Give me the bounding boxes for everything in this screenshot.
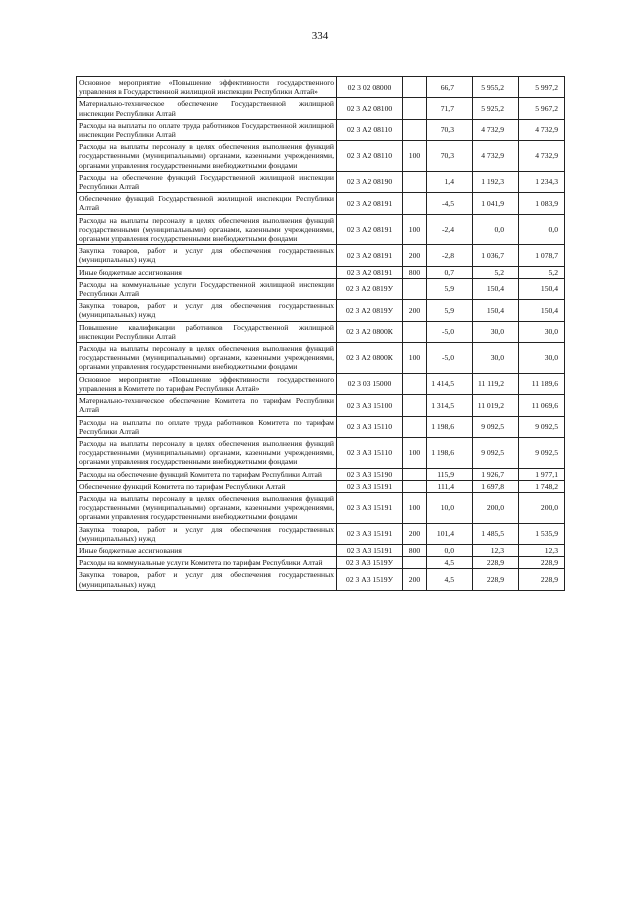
row-expense-type: 800 [403, 544, 427, 556]
row-expense-type [403, 171, 427, 192]
row-change-amount: 1 198,6 [427, 416, 473, 437]
table-row [77, 193, 565, 214]
row-name: Расходы на выплаты персоналу в целях обеспечения выполнения функций государственными (муниципальными) органами, казенными учреждениями, органами управления государственными внебюджетными фондами [77, 492, 337, 523]
row-amount-year-1: 150,4 [473, 278, 519, 299]
row-amount-year-1: 11 119,2 [473, 373, 519, 394]
row-amount-year-2: 5 967,2 [519, 98, 565, 119]
row-change-amount: 71,7 [427, 98, 473, 119]
row-expense-type: 200 [403, 569, 427, 590]
row-amount-year-1: 4 732,9 [473, 141, 519, 172]
row-amount-year-1: 1 036,7 [473, 245, 519, 266]
row-amount-year-1: 200,0 [473, 492, 519, 523]
row-code: 02 3 А2 0800К [337, 343, 403, 374]
row-amount-year-2: 5 997,2 [519, 77, 565, 98]
row-amount-year-1: 1 041,9 [473, 193, 519, 214]
row-name: Закупка товаров, работ и услуг для обеспечения государственных (муниципальных) нужд [77, 569, 337, 590]
row-name: Расходы на выплаты персоналу в целях обеспечения выполнения функций государственными (муниципальными) органами, казенными учреждениями, органами управления государственными внебюджетными фондами [77, 437, 337, 468]
row-expense-type: 100 [403, 214, 427, 245]
table-row [77, 278, 565, 299]
row-expense-type: 800 [403, 266, 427, 278]
table-row [77, 343, 565, 374]
table-row [77, 98, 565, 119]
row-code: 02 3 А2 0800К [337, 321, 403, 342]
row-code: 02 3 А2 0819У [337, 278, 403, 299]
row-amount-year-1: 12,3 [473, 544, 519, 556]
row-name: Иные бюджетные ассигнования [77, 544, 337, 556]
row-change-amount: -2,8 [427, 245, 473, 266]
row-name: Расходы на выплаты по оплате труда работников Комитета по тарифам Республики Алтай [77, 416, 337, 437]
row-amount-year-1: 228,9 [473, 557, 519, 569]
row-amount-year-2: 11 189,6 [519, 373, 565, 394]
row-code: 02 3 А3 15191 [337, 492, 403, 523]
row-name: Расходы на выплаты персоналу в целях обеспечения выполнения функций государственными (муниципальными) органами, казенными учреждениями, органами управления государственными внебюджетными фондами [77, 214, 337, 245]
row-expense-type [403, 321, 427, 342]
table-row [77, 119, 565, 140]
row-amount-year-2: 1 083,9 [519, 193, 565, 214]
row-amount-year-2: 12,3 [519, 544, 565, 556]
row-change-amount: 10,0 [427, 492, 473, 523]
table-row [77, 468, 565, 480]
row-expense-type: 100 [403, 492, 427, 523]
row-code: 02 3 А3 1519У [337, 569, 403, 590]
row-amount-year-2: 1 977,1 [519, 468, 565, 480]
row-amount-year-2: 11 069,6 [519, 395, 565, 416]
row-expense-type [403, 480, 427, 492]
row-expense-type [403, 468, 427, 480]
page-number: 334 [311, 30, 329, 42]
row-change-amount: 4,5 [427, 557, 473, 569]
row-name: Обеспечение функций Комитета по тарифам Республики Алтай [77, 480, 337, 492]
row-change-amount: 70,3 [427, 141, 473, 172]
row-amount-year-2: 1 535,9 [519, 523, 565, 544]
row-name: Расходы на выплаты персоналу в целях обеспечения выполнения функций государственными (муниципальными) органами, казенными учреждениями, органами управления государственными внебюджетными фондами [77, 343, 337, 374]
row-amount-year-2: 150,4 [519, 300, 565, 321]
row-name: Иные бюджетные ассигнования [77, 266, 337, 278]
row-name: Закупка товаров, работ и услуг для обеспечения государственных (муниципальных) нужд [77, 300, 337, 321]
row-code: 02 3 А2 0819У [337, 300, 403, 321]
table-row [77, 245, 565, 266]
row-change-amount: 1,4 [427, 171, 473, 192]
budget-table [76, 76, 565, 591]
row-amount-year-1: 9 092,5 [473, 416, 519, 437]
row-amount-year-2: 30,0 [519, 321, 565, 342]
row-expense-type [403, 557, 427, 569]
table-row [77, 266, 565, 278]
row-change-amount: 101,4 [427, 523, 473, 544]
row-change-amount: 4,5 [427, 569, 473, 590]
row-expense-type [403, 98, 427, 119]
row-change-amount: 111,4 [427, 480, 473, 492]
row-expense-type: 100 [403, 141, 427, 172]
row-code: 02 3 А2 08110 [337, 119, 403, 140]
row-name: Расходы на коммунальные услуги Государственной жилищной инспекции Республики Алтай [77, 278, 337, 299]
table-row [77, 77, 565, 98]
row-change-amount: -2,4 [427, 214, 473, 245]
row-name: Расходы на обеспечение функций Комитета по тарифам Республики Алтай [77, 468, 337, 480]
row-code: 02 3 А3 1519У [337, 557, 403, 569]
row-expense-type [403, 416, 427, 437]
table-row [77, 544, 565, 556]
row-change-amount: -5,0 [427, 343, 473, 374]
row-name: Расходы на выплаты по оплате труда работников Государственной жилищной инспекции Республики Алтай [77, 119, 337, 140]
row-change-amount: 0,7 [427, 266, 473, 278]
row-name: Повышение квалификации работников Государственной жилищной инспекции Республики Алтай [77, 321, 337, 342]
row-code: 02 3 А2 08191 [337, 193, 403, 214]
row-expense-type [403, 278, 427, 299]
table-row [77, 395, 565, 416]
row-amount-year-2: 9 092,5 [519, 437, 565, 468]
row-change-amount: 5,9 [427, 278, 473, 299]
row-amount-year-2: 150,4 [519, 278, 565, 299]
row-name: Расходы на коммунальные услуги Комитета по тарифам Республики Алтай [77, 557, 337, 569]
row-code: 02 3 03 15000 [337, 373, 403, 394]
table-row [77, 373, 565, 394]
row-amount-year-1: 5,2 [473, 266, 519, 278]
row-amount-year-2: 30,0 [519, 343, 565, 374]
row-change-amount: 5,9 [427, 300, 473, 321]
row-expense-type: 100 [403, 437, 427, 468]
row-code: 02 3 А3 15191 [337, 544, 403, 556]
table-row [77, 492, 565, 523]
table-row [77, 141, 565, 172]
row-expense-type [403, 395, 427, 416]
row-change-amount: 115,9 [427, 468, 473, 480]
row-amount-year-2: 5,2 [519, 266, 565, 278]
row-change-amount: 70,3 [427, 119, 473, 140]
row-amount-year-1: 1 926,7 [473, 468, 519, 480]
row-expense-type: 200 [403, 523, 427, 544]
row-expense-type [403, 119, 427, 140]
row-amount-year-1: 30,0 [473, 321, 519, 342]
row-expense-type [403, 77, 427, 98]
row-expense-type: 100 [403, 343, 427, 374]
row-name: Материально-техническое обеспечение Комитета по тарифам Республики Алтай [77, 395, 337, 416]
row-code: 02 3 А3 15190 [337, 468, 403, 480]
row-amount-year-1: 5 955,2 [473, 77, 519, 98]
row-code: 02 3 А3 15100 [337, 395, 403, 416]
table-row [77, 437, 565, 468]
row-change-amount: 1 314,5 [427, 395, 473, 416]
row-amount-year-2: 9 092,5 [519, 416, 565, 437]
table-row [77, 569, 565, 590]
row-name: Расходы на обеспечение функций Государственной жилищной инспекции Республики Алтай [77, 171, 337, 192]
row-amount-year-1: 150,4 [473, 300, 519, 321]
row-code: 02 3 02 08000 [337, 77, 403, 98]
row-code: 02 3 А3 15191 [337, 480, 403, 492]
row-change-amount: 1 414,5 [427, 373, 473, 394]
row-amount-year-1: 1 485,5 [473, 523, 519, 544]
row-code: 02 3 А2 08191 [337, 266, 403, 278]
row-code: 02 3 А2 08191 [337, 245, 403, 266]
table-row [77, 416, 565, 437]
row-expense-type [403, 373, 427, 394]
row-name: Обеспечение функций Государственной жилищной инспекции Республики Алтай [77, 193, 337, 214]
table-row [77, 300, 565, 321]
row-expense-type: 200 [403, 245, 427, 266]
row-amount-year-1: 30,0 [473, 343, 519, 374]
row-name: Закупка товаров, работ и услуг для обеспечения государственных (муниципальных) нужд [77, 245, 337, 266]
row-amount-year-2: 1 078,7 [519, 245, 565, 266]
row-amount-year-2: 1 234,3 [519, 171, 565, 192]
row-amount-year-2: 0,0 [519, 214, 565, 245]
row-code: 02 3 А2 08191 [337, 214, 403, 245]
row-amount-year-1: 5 925,2 [473, 98, 519, 119]
table-row [77, 321, 565, 342]
row-amount-year-2: 228,9 [519, 569, 565, 590]
table-row [77, 171, 565, 192]
row-amount-year-2: 200,0 [519, 492, 565, 523]
row-name: Расходы на выплаты персоналу в целях обеспечения выполнения функций государственными (муниципальными) органами, казенными учреждениями, органами управления государственными внебюджетными фондами [77, 141, 337, 172]
row-code: 02 3 А2 08100 [337, 98, 403, 119]
row-amount-year-2: 4 732,9 [519, 141, 565, 172]
row-name: Основное мероприятие «Повышение эффективности государственного управления в Комитете по тарифам Республики Алтай» [77, 373, 337, 394]
row-amount-year-1: 11 019,2 [473, 395, 519, 416]
row-amount-year-1: 228,9 [473, 569, 519, 590]
table-row [77, 214, 565, 245]
table-row [77, 480, 565, 492]
row-expense-type [403, 193, 427, 214]
table-row [77, 557, 565, 569]
row-name: Основное мероприятие «Повышение эффективности государственного управления в Государственной жилищной инспекции Республики Алтай» [77, 77, 337, 98]
row-amount-year-1: 0,0 [473, 214, 519, 245]
row-expense-type: 200 [403, 300, 427, 321]
row-name: Материально-техническое обеспечение Государственной жилищной инспекции Республики Алтай [77, 98, 337, 119]
row-code: 02 3 А2 08110 [337, 141, 403, 172]
budget-table-body [77, 77, 565, 591]
row-change-amount: 0,0 [427, 544, 473, 556]
row-amount-year-1: 1 697,8 [473, 480, 519, 492]
row-change-amount: -5,0 [427, 321, 473, 342]
row-amount-year-1: 4 732,9 [473, 119, 519, 140]
row-change-amount: 66,7 [427, 77, 473, 98]
row-code: 02 3 А2 08190 [337, 171, 403, 192]
row-change-amount: -4,5 [427, 193, 473, 214]
row-code: 02 3 А3 15110 [337, 437, 403, 468]
row-amount-year-2: 1 748,2 [519, 480, 565, 492]
row-amount-year-2: 4 732,9 [519, 119, 565, 140]
row-amount-year-2: 228,9 [519, 557, 565, 569]
row-code: 02 3 А3 15191 [337, 523, 403, 544]
row-amount-year-1: 9 092,5 [473, 437, 519, 468]
row-name: Закупка товаров, работ и услуг для обеспечения государственных (муниципальных) нужд [77, 523, 337, 544]
row-change-amount: 1 198,6 [427, 437, 473, 468]
table-row [77, 523, 565, 544]
row-amount-year-1: 1 192,3 [473, 171, 519, 192]
row-code: 02 3 А3 15110 [337, 416, 403, 437]
